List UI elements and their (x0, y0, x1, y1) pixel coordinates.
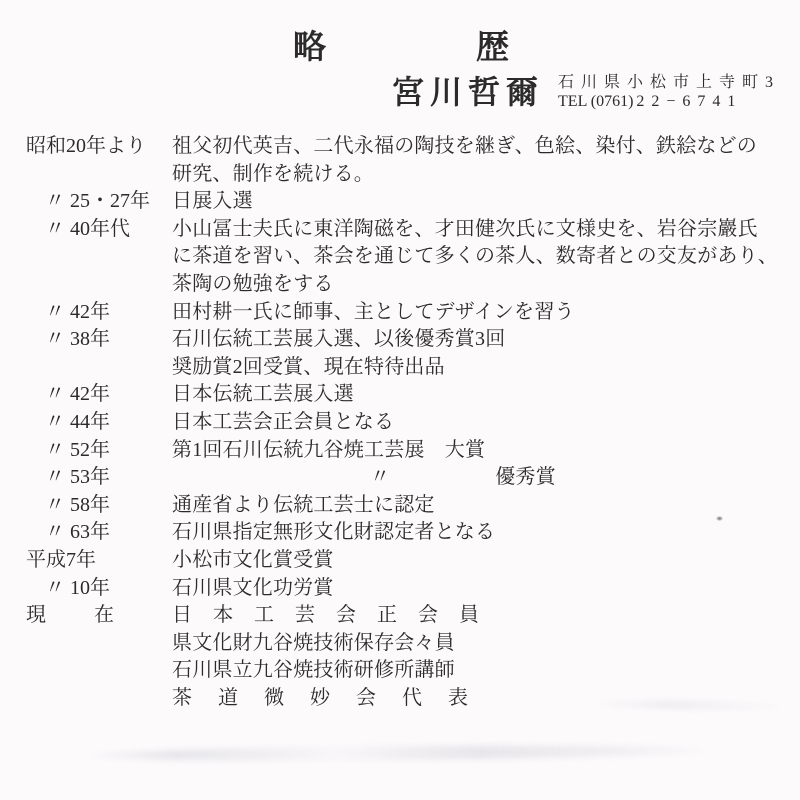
entry-line: 石川県立九谷焼技術研修所講師 (172, 659, 455, 682)
entry-line: 奨励賞2回受賞、現在特待出品 (172, 355, 445, 378)
history-list (26, 133, 800, 712)
entry-description (172, 602, 800, 712)
phone-number: 22−6741 (636, 93, 743, 110)
history-row-40s (26, 216, 800, 299)
ditto-mark: 〃 (45, 521, 65, 544)
ditto-mark: 〃 (370, 466, 391, 489)
era-label (26, 492, 172, 520)
era-label: 現 在 (26, 604, 128, 627)
entry-line: 第1回石川伝統九谷焼工芸展 大賞 (172, 438, 486, 461)
entry-description (172, 216, 800, 299)
person-name: 宮川哲爾 (392, 74, 545, 110)
history-row-44 (26, 409, 800, 437)
ditto-mark: 〃 (45, 438, 65, 461)
phone-line (558, 92, 780, 111)
ditto-mark: 〃 (45, 576, 65, 599)
history-row-53 (26, 464, 800, 492)
ditto-mark: 〃 (45, 328, 65, 351)
ditto-mark: 〃 (45, 466, 65, 489)
history-row-heisei7 (26, 547, 800, 575)
year-label: 38年 (70, 328, 110, 351)
entry-description (172, 299, 800, 327)
era-label (26, 437, 172, 465)
era-label (26, 409, 172, 437)
entry-line: 通産省より伝統工芸士に認定 (172, 493, 435, 516)
page-title: 略歴 (293, 30, 659, 66)
history-row-52 (26, 437, 800, 465)
entry-description (172, 492, 800, 520)
entry-line: 石川県指定無形文化財認定者となる (172, 521, 496, 544)
entry-description (172, 381, 800, 409)
year-label: 40年代 (70, 217, 130, 240)
year-label: 58年 (70, 493, 110, 516)
era-label (26, 188, 172, 216)
entry-description (172, 437, 800, 465)
era-label (26, 299, 172, 327)
era-label (26, 216, 172, 299)
era-label (26, 326, 172, 381)
ditto-mark: 〃 (45, 383, 65, 406)
ditto-mark: 〃 (45, 217, 65, 240)
entry-description (172, 519, 800, 547)
history-row-38 (26, 326, 800, 381)
scan-speck (716, 516, 723, 521)
history-row-showa20 (26, 133, 800, 188)
era-label (26, 519, 172, 547)
entry-description (172, 547, 800, 575)
entry-line: 日本工芸会正会員となる (172, 410, 395, 433)
entry-line: 石川県文化功労賞 (172, 576, 334, 599)
entry-line: 日展入選 (172, 190, 253, 213)
history-row-58 (26, 492, 800, 520)
ditto-mark: 〃 (45, 493, 65, 516)
year-label: 44年 (70, 410, 110, 433)
era-label: 昭和20年より (26, 135, 146, 157)
ditto-mark: 〃 (45, 410, 65, 433)
history-row-42a (26, 299, 800, 327)
ditto-mark: 〃 (45, 300, 65, 323)
entry-description (172, 464, 800, 492)
entry-line: 小山冨士夫氏に東洋陶磁を、才田健次氏に文様史を、岩谷宗巖氏 (172, 217, 758, 240)
entry-description (172, 188, 800, 216)
award-label: 優秀賞 (495, 466, 556, 489)
year-label: 52年 (70, 438, 110, 461)
entry-line: に茶道を習い、茶会を通じて多くの茶人、数寄者との交友があり、 (172, 245, 778, 268)
entry-line: 田村耕一氏に師事、主としてデザインを習う (172, 300, 575, 323)
entry-line: 日本伝統工芸展入選 (172, 383, 354, 406)
address-line: 石川県小松市上寺町3 (558, 74, 781, 91)
era-label (26, 381, 172, 409)
entry-description (172, 133, 800, 188)
contact-block (558, 73, 780, 111)
ditto-mark: 〃 (45, 190, 65, 213)
entry-line: 祖父初代英吉、二代永福の陶技を継ぎ、色絵、染付、鉄絵などの (172, 135, 757, 157)
entry-line: 石川伝統工芸展入選、以後優秀賞3回 (172, 328, 506, 351)
phone-prefix: TEL (0761) (558, 93, 634, 110)
scan-streak (80, 743, 720, 763)
era-label (26, 464, 172, 492)
history-row-current (26, 602, 800, 712)
era-label (26, 575, 172, 603)
history-row-heisei10 (26, 575, 800, 603)
entry-line: 小松市文化賞受賞 (172, 548, 334, 571)
entry-line: 茶陶の勉強をする (172, 272, 334, 295)
entry-line: 研究、制作を続ける。 (172, 162, 374, 185)
history-row-63 (26, 519, 800, 547)
era-label: 平成7年 (26, 548, 96, 571)
year-label: 25・27年 (70, 190, 150, 213)
entry-description (172, 326, 800, 381)
year-label: 63年 (70, 521, 110, 544)
header (392, 72, 800, 112)
entry-description (172, 409, 800, 437)
entry-description (172, 575, 800, 603)
year-label: 42年 (70, 383, 110, 406)
entry-line: 日本工芸会正会員 (172, 604, 500, 627)
year-label: 10年 (70, 576, 110, 599)
history-row-42b (26, 381, 800, 409)
entry-line: 茶道微妙会代表 (172, 686, 494, 709)
year-label: 42年 (70, 300, 110, 323)
year-label: 53年 (70, 466, 110, 489)
entry-line: 県文化財九谷焼技術保存会々員 (172, 631, 455, 654)
history-row-25-27 (26, 188, 800, 216)
